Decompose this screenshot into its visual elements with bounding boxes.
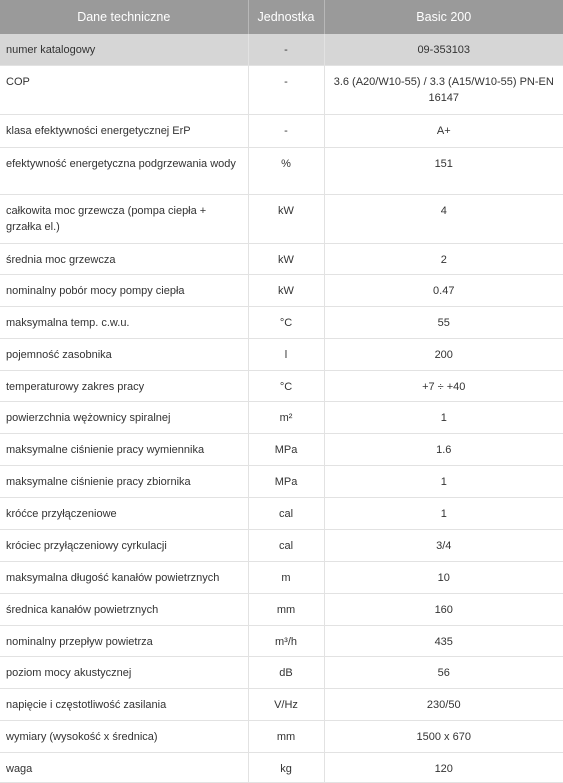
row-value	[324, 306, 563, 338]
row-value-text: 151	[434, 157, 453, 170]
row-parameter-text: waga	[6, 762, 33, 775]
row-parameter-text: maksymalne ciśnienie pracy wymiennika	[6, 443, 205, 456]
table-row	[0, 433, 563, 465]
row-unit	[248, 529, 324, 561]
row-value-text: 1.6	[436, 443, 452, 456]
row-unit	[248, 147, 324, 194]
row-parameter-text: poziom mocy akustycznej	[6, 666, 132, 679]
table-row	[0, 720, 563, 752]
row-unit-text: kW	[278, 204, 294, 217]
row-value	[324, 401, 563, 433]
header-model: Basic 200	[324, 0, 563, 34]
row-parameter	[0, 34, 248, 65]
row-parameter	[0, 243, 248, 274]
row-parameter	[0, 65, 248, 114]
row-unit-text: m²	[279, 411, 293, 424]
row-parameter-text: maksymalne ciśnienie pracy zbiornika	[6, 475, 191, 488]
row-unit	[248, 593, 324, 625]
table-row	[0, 401, 563, 433]
table-row	[0, 65, 563, 114]
row-value	[324, 688, 563, 720]
row-parameter-text: nominalny pobór mocy pompy ciepła	[6, 284, 185, 297]
row-value	[324, 370, 563, 401]
row-unit-text: V/Hz	[274, 698, 298, 711]
row-unit	[248, 656, 324, 688]
row-parameter	[0, 720, 248, 752]
row-parameter-text: COP	[6, 75, 30, 88]
row-parameter	[0, 561, 248, 593]
row-parameter-text: klasa efektywności energetycznej ErP	[6, 124, 191, 137]
row-parameter	[0, 147, 248, 194]
row-parameter	[0, 593, 248, 625]
row-parameter	[0, 114, 248, 147]
row-parameter	[0, 688, 248, 720]
row-parameter	[0, 401, 248, 433]
table-row	[0, 34, 563, 65]
row-value-text: 1500 x 670	[416, 730, 471, 743]
row-unit-text: kW	[278, 253, 294, 266]
row-unit	[248, 401, 324, 433]
row-parameter-text: maksymalna temp. c.w.u.	[6, 316, 130, 329]
row-unit	[248, 465, 324, 497]
table-row	[0, 306, 563, 338]
table-row	[0, 529, 563, 561]
row-value	[324, 593, 563, 625]
row-parameter-text: temperaturowy zakres pracy	[6, 380, 145, 393]
row-value	[324, 720, 563, 752]
row-value	[324, 656, 563, 688]
row-parameter-text: króciec przyłączeniowy cyrkulacji	[6, 539, 167, 552]
table-row	[0, 194, 563, 243]
row-parameter-text: napięcie i częstotliwość zasilania	[6, 698, 167, 711]
row-value	[324, 114, 563, 147]
row-value	[324, 65, 563, 114]
row-parameter-text: średnia moc grzewcza	[6, 253, 116, 266]
row-parameter-text: powierzchnia wężownicy spiralnej	[6, 411, 171, 424]
table-row	[0, 147, 563, 194]
row-parameter	[0, 370, 248, 401]
row-unit-text: kW	[278, 284, 294, 297]
row-parameter-text: numer katalogowy	[6, 44, 96, 56]
row-value-text: 2	[440, 253, 447, 266]
row-unit-text: -	[284, 44, 288, 56]
header-parameter: Dane techniczne	[0, 0, 248, 34]
row-unit	[248, 274, 324, 306]
table-row	[0, 688, 563, 720]
row-value-text: 1	[440, 475, 447, 488]
row-value	[324, 147, 563, 194]
row-unit	[248, 625, 324, 656]
row-parameter-text: nominalny przepływ powietrza	[6, 635, 153, 648]
row-unit-text: dB	[279, 666, 293, 679]
row-parameter	[0, 497, 248, 529]
row-unit	[248, 688, 324, 720]
row-unit	[248, 34, 324, 65]
row-parameter	[0, 529, 248, 561]
row-unit	[248, 306, 324, 338]
row-unit	[248, 114, 324, 147]
row-value-text: 3/4	[436, 539, 452, 552]
row-parameter	[0, 433, 248, 465]
row-parameter-text: wymiary (wysokość x średnica)	[6, 730, 158, 743]
row-value-text: 1	[440, 411, 447, 424]
row-unit	[248, 720, 324, 752]
row-parameter	[0, 465, 248, 497]
row-parameter	[0, 274, 248, 306]
row-parameter-text: pojemność zasobnika	[6, 348, 112, 361]
row-parameter	[0, 656, 248, 688]
row-unit-text: -	[284, 124, 288, 137]
row-value-text: 120	[434, 762, 453, 775]
row-unit	[248, 338, 324, 370]
table-row	[0, 625, 563, 656]
row-value-text: 0.47	[433, 284, 455, 297]
row-value	[324, 243, 563, 274]
table-row	[0, 497, 563, 529]
row-value-text: 09-353103	[417, 44, 471, 56]
row-parameter	[0, 194, 248, 243]
row-unit-text: l	[284, 348, 288, 361]
row-value-text: 200	[434, 348, 453, 361]
row-parameter-text: średnica kanałów powietrznych	[6, 603, 159, 616]
header-unit: Jednostka	[248, 0, 324, 34]
row-unit	[248, 65, 324, 114]
row-value	[324, 529, 563, 561]
row-unit	[248, 433, 324, 465]
row-unit-text: cal	[278, 507, 294, 520]
row-value	[324, 194, 563, 243]
table-row	[0, 338, 563, 370]
row-value	[324, 497, 563, 529]
row-parameter	[0, 306, 248, 338]
row-value-text: 230/50	[426, 698, 461, 711]
row-parameter	[0, 625, 248, 656]
row-value-text: 1	[440, 507, 447, 520]
row-unit-text: °C	[279, 316, 293, 329]
row-value	[324, 274, 563, 306]
table-row	[0, 561, 563, 593]
row-unit-text: m³/h	[275, 635, 297, 648]
row-unit	[248, 243, 324, 274]
table-row	[0, 274, 563, 306]
row-unit	[248, 370, 324, 401]
row-parameter	[0, 338, 248, 370]
row-unit-text: mm	[276, 730, 296, 743]
row-unit	[248, 194, 324, 243]
table-row	[0, 593, 563, 625]
row-parameter-text: króćce przyłączeniowe	[6, 507, 117, 520]
row-unit-text: cal	[278, 539, 294, 552]
row-value-text: A+	[436, 124, 451, 137]
row-value	[324, 561, 563, 593]
row-value-text: 56	[437, 666, 450, 679]
row-unit-text: MPa	[274, 443, 298, 456]
row-unit	[248, 561, 324, 593]
row-value-text: 4	[440, 204, 447, 217]
row-value	[324, 338, 563, 370]
row-value	[324, 34, 563, 65]
table-row	[0, 465, 563, 497]
row-value-text: 55	[437, 316, 450, 329]
row-value	[324, 625, 563, 656]
row-value-text: 3.6 (A20/W10-55) / 3.3 (A15/W10-55) PN-EN 16147	[333, 75, 554, 104]
row-unit-text: kg	[280, 762, 292, 775]
row-unit-text: %	[281, 157, 291, 170]
row-value-text: 160	[434, 603, 453, 616]
table-header-row	[0, 0, 563, 34]
row-value-text: 10	[437, 571, 450, 584]
row-unit-text: °C	[279, 380, 293, 393]
row-value-text: 435	[434, 635, 453, 648]
table-row	[0, 114, 563, 147]
row-parameter-text: całkowita moc grzewcza (pompa ciepła + grzałka el.)	[6, 204, 207, 233]
table-row	[0, 656, 563, 688]
row-unit-text: m	[281, 571, 291, 584]
row-value	[324, 433, 563, 465]
row-unit	[248, 497, 324, 529]
row-unit-text: mm	[276, 603, 296, 616]
row-parameter-text: efektywność energetyczna podgrzewania wody	[6, 157, 236, 170]
row-value	[324, 465, 563, 497]
row-parameter-text: maksymalna długość kanałów powietrznych	[6, 571, 220, 584]
row-value-text: +7 ÷ +40	[422, 380, 466, 393]
table-row	[0, 370, 563, 401]
row-unit-text: MPa	[274, 475, 298, 488]
row-unit-text: -	[284, 75, 288, 88]
table-row	[0, 243, 563, 274]
